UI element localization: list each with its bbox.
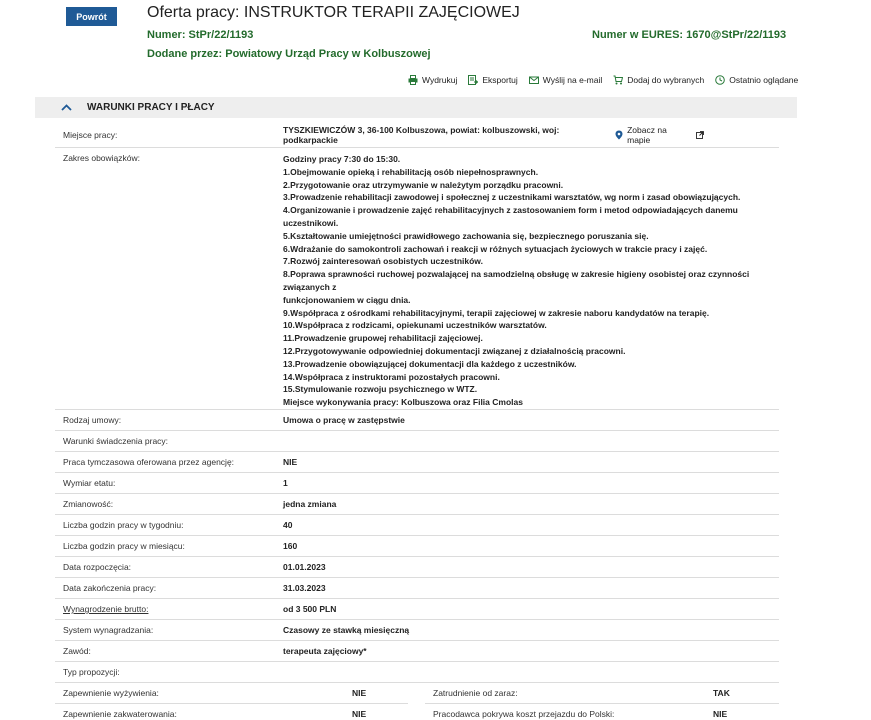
map-link-label: Zobacz na mapie — [627, 124, 667, 145]
duty-line: Godziny pracy 7:30 do 15:30. — [283, 154, 401, 164]
table-row — [55, 641, 779, 662]
table-row — [55, 578, 779, 599]
row-value: NIE — [352, 709, 367, 719]
duty-line: 5.Kształtowanie umiejętności prawidłowego zachowania się, bezpiecznego poruszania się. — [283, 230, 649, 241]
row-label: Warunki świadczenia pracy: — [63, 436, 169, 446]
row-label: Zawód: — [63, 646, 91, 656]
duty-line: 12.Przygotowywanie odpowiedniej dokumentacji związanej z działalnością pracowni. — [283, 345, 626, 356]
email-button[interactable] — [529, 75, 602, 85]
row-value: od 3 500 PLN — [283, 604, 337, 614]
recently-viewed-button[interactable] — [715, 75, 798, 85]
row-value — [283, 125, 779, 145]
row-value: 1 — [283, 478, 288, 488]
row-value: 01.01.2023 — [283, 562, 326, 572]
row-label: Typ propozycji: — [63, 667, 120, 677]
duties-list — [283, 153, 779, 409]
row-value: NIE — [713, 709, 728, 719]
conditions-table — [55, 122, 779, 720]
row-label: Wymiar etatu: — [63, 478, 116, 488]
map-link[interactable] — [615, 125, 704, 145]
row-label: Zakres obowiązków: — [63, 153, 141, 163]
offer-number: Numer: StPr/22/1193 — [147, 29, 254, 41]
table-row — [55, 704, 408, 720]
back-button[interactable]: Powrót — [66, 7, 117, 26]
table-row — [55, 620, 779, 641]
duty-line: 10.Współpraca z rodzicami, opiekunami uczestników warsztatów. — [283, 320, 547, 331]
row-value: terapeuta zajęciowy* — [283, 646, 367, 656]
print-label: Wydrukuj — [422, 75, 458, 85]
clock-icon — [715, 75, 725, 85]
table-row — [55, 473, 779, 494]
mail-icon — [529, 75, 539, 85]
row-value: 160 — [283, 541, 298, 551]
pair-row — [55, 683, 779, 704]
salary-label[interactable]: Wynagrodzenie brutto: — [63, 604, 149, 614]
table-row — [425, 704, 779, 720]
row-label: Zapewnienie wyżywienia: — [63, 688, 159, 698]
duty-line: 14.Współpraca z instruktorami pozostałych pracowni. — [283, 371, 500, 382]
duty-line: 13.Prowadzenie obowiązującej dokumentacji dla każdego z uczestników. — [283, 358, 577, 369]
duty-line: 11.Prowadzenie grupowej rehabilitacji zajęciowej. — [283, 333, 483, 344]
row-value: TAK — [713, 688, 730, 698]
cart-icon — [613, 75, 623, 85]
email-label: Wyślij na e-mail — [542, 75, 603, 85]
duty-line: 15.Stymulowanie rozwoju psychicznego w WTZ. — [283, 384, 478, 395]
table-row — [55, 536, 779, 557]
external-link-icon — [696, 131, 704, 139]
row-label: System wynagradzania: — [63, 625, 154, 635]
table-row — [55, 557, 779, 578]
row-label: Data zakończenia pracy: — [63, 583, 157, 593]
table-row — [55, 662, 779, 683]
table-row — [55, 452, 779, 473]
row-value: 31.03.2023 — [283, 583, 326, 593]
duty-line: 3.Prowadzenie rehabilitacji zawodowej i społecznej z uczestnikami warsztatów, wg norm i zasad obowiązujących. — [283, 192, 741, 203]
location-value: TYSZKIEWICZÓW 3, 36-100 Kolbuszowa, powiat: kolbuszowski, woj: podkarpackie — [283, 124, 560, 145]
row-label: Praca tymczasowa oferowana przez agencję: — [63, 457, 235, 467]
recently-viewed-label: Ostatnio oglądane — [729, 75, 799, 85]
print-button[interactable] — [408, 75, 457, 85]
row-value: 40 — [283, 520, 293, 530]
row-label: Data rozpoczęcia: — [63, 562, 132, 572]
section-title: WARUNKI PRACY I PŁACY — [87, 102, 215, 113]
pair-row — [55, 704, 779, 720]
table-row — [55, 494, 779, 515]
table-row — [55, 410, 779, 431]
table-row — [55, 431, 779, 452]
duty-line: 4.Organizowanie i prowadzenie zajęć rehabilitacyjnych z zastosowaniem form i metod odpowiadających danemu uczestnikowi. — [283, 205, 738, 228]
duty-line: 8.Poprawa sprawności ruchowej pozwalającej na samodzielną obsługę w zakresie higieny osobistej oraz czynności związanych z — [283, 269, 750, 292]
row-value: Umowa o pracę w zastępstwie — [283, 415, 405, 425]
duty-line: funkcjonowaniem w ciągu dnia. — [283, 294, 411, 305]
row-label: Liczba godzin pracy w tygodniu: — [63, 520, 184, 530]
row-value: Czasowy ze stawką miesięczną — [283, 625, 410, 635]
table-row — [55, 683, 408, 704]
action-toolbar — [408, 75, 798, 85]
table-row — [425, 683, 779, 704]
table-row — [55, 122, 779, 148]
row-value: NIE — [283, 457, 298, 467]
duty-line: 6.Wdrażanie do samokontroli zachowań i reakcji w różnych sytuacjach życiowych w trakcie pracy i zajęć. — [283, 243, 708, 254]
row-value: jedna zmiana — [283, 499, 337, 509]
export-label: Eksportuj — [482, 75, 518, 85]
row-label: Zmianowość: — [63, 499, 114, 509]
row-label: Zatrudnienie od zaraz: — [433, 688, 518, 698]
eures-number: Numer w EURES: 1670@StPr/22/1193 — [592, 29, 787, 41]
table-row — [55, 515, 779, 536]
duty-line: Miejsce wykonywania pracy: Kolbuszowa oraz Filia Cmolas — [283, 397, 523, 408]
row-value: NIE — [352, 688, 367, 698]
row-label: Pracodawca pokrywa koszt przejazdu do Polski: — [433, 709, 615, 719]
add-to-selected-label: Dodaj do wybranych — [627, 75, 705, 85]
add-to-selected-button[interactable] — [613, 75, 704, 85]
row-label: Rodzaj umowy: — [63, 415, 122, 425]
duty-line: 2.Przygotowanie oraz utrzymywanie w należytym porządku pracowni. — [283, 179, 564, 190]
row-label: Liczba godzin pracy w miesiącu: — [63, 541, 185, 551]
duty-line: 1.Obejmowanie opieką i rehabilitacją osób niepełnosprawnych. — [283, 166, 539, 177]
export-button[interactable] — [468, 75, 517, 85]
table-row — [55, 599, 779, 620]
page-title: Oferta pracy: INSTRUKTOR TERAPII ZAJĘCIOWEJ — [147, 4, 520, 21]
chevron-up-icon[interactable] — [61, 104, 72, 111]
duty-line: 9.Współpraca z ośrodkami rehabilitacyjnymi, terapii zajęciowej w zakresie naboru kandydatów na terapię. — [283, 307, 710, 318]
duty-line: 7.Rozwój zainteresowań osobistych uczestników. — [283, 256, 483, 267]
section-header-conditions[interactable] — [35, 97, 797, 118]
table-row — [55, 148, 779, 410]
row-label: Zapewnienie zakwaterowania: — [63, 709, 177, 719]
row-label: Miejsce pracy: — [63, 129, 118, 140]
map-pin-icon — [615, 130, 623, 140]
print-icon — [408, 75, 418, 85]
export-icon — [468, 75, 478, 85]
added-by: Dodane przez: Powiatowy Urząd Pracy w Kolbuszowej — [147, 48, 431, 60]
